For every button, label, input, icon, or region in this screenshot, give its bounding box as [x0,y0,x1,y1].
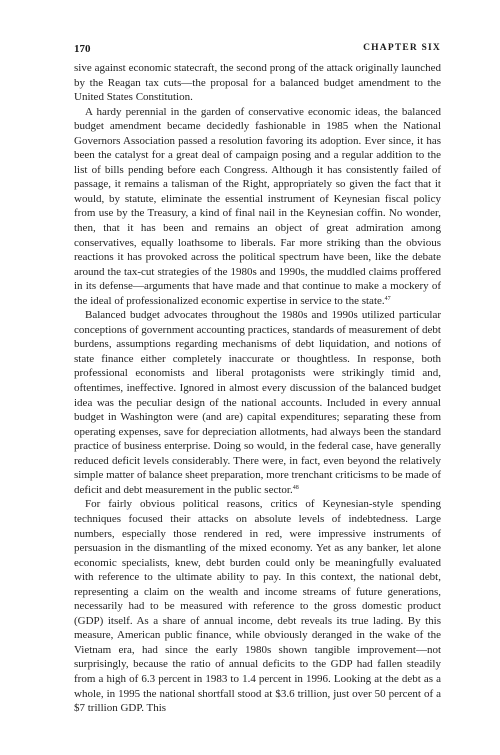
footnote-ref: 48 [292,484,299,491]
paragraph [74,105,441,309]
running-head: CHAPTER SIX [363,43,441,53]
page-header [74,43,441,57]
paragraph-text: Balanced budget advocates throughout the 1980s and 1990s utilized particular conceptions of government accounting practices, standards of measurement of debt burdens, assumptions regarding mechanisms of debt liquidation, and notions of state finance either completely inaccurate or thoughtless. In response, both professional economists and liberal protagonists were strikingly timid and, oftentimes, ineffective. Ignored in almost every discussion of the balanced budget idea was the peculiar design of the national accounts. Included in every annual budget in Washington were (and are) capital expenditures; separating these from operating expenses, save for depreciation allotments, had always been the standard practice of business enterprise. Doing so would, in the federal case, have generally reduced deficit levels considerably. There were, in fact, even beyond the relatively simple matter of balance sheet preparation, more trenchant criticisms to be made of deficit and debt measurement in the public sector. [74,309,441,496]
paragraph-text: A hardy perennial in the garden of conservative economic ideas, the balanced budget amendment became decidedly fashionable in 1985 when the National Governors Association passed a resolution favoring its adoption. Ever since, it has been the catalyst for a great deal of campaign posing and a regular addition to the list of bills pending before each Congress. Although it has consistently failed of passage, it remains a talisman of the Right, appropriately so given the fact that it would, by statute, eliminate the essential instrument of Keynesian fiscal policy from use by the Treasury, a kind of final nail in the Keynesian coffin. No wonder, then, that it has been and remains an object of great admiration among conservatives, equally loathsome to liberals. Far more striking than the obvious reactions it has provoked across the political spectrum have been, like the debate around the tax-cut strategies of the 1980s and 1990s, the muddled claims proffered in its defense—arguments that have made and that continue to make a mockery of the ideal of professionalized economic expertise in service to the state. [74,105,441,307]
paragraph [74,308,441,497]
body-text [74,61,441,716]
page-number: 170 [74,43,91,55]
footnote-ref: 47 [384,295,391,302]
paragraph-text: For fairly obvious political reasons, critics of Keynesian-style spending techniques focused their attacks on absolute levels of indebtedness. Large numbers, especially those rendered in red, were impressive instruments of persuasion in the dismantling of the mixed economy. Yet as any banker, let alone economic specialists, knew, debt burden could only be meaningfully evaluated with reference to the ultimate ability to pay. In this context, the national debt, representing a claim on the wealth and income streams of future generations, necessarily had to be measured with reference to the gross domestic product (GDP) itself. As a share of annual income, debt reveals its true lading. By this measure, American public finance, while obviously deranged in the wake of the Vietnam era, had since the early 1980s shown tangible improvement—not surprisingly, because the ratio of annual deficits to the GDP had fallen steadily from a high of 6.3 percent in 1983 to 1.4 percent in 1996. Looking at the debt as a whole, in 1995 the national shortfall stood at $3.6 trillion, just over 50 percent of a $7 trillion GDP. This [74,498,441,715]
paragraph [74,61,441,105]
paragraph-text: sive against economic statecraft, the second prong of the attack originally launched by the Reagan tax cuts—the proposal for a balanced budget amendment to the United States Constitution. [74,62,441,104]
paragraph [74,497,441,715]
